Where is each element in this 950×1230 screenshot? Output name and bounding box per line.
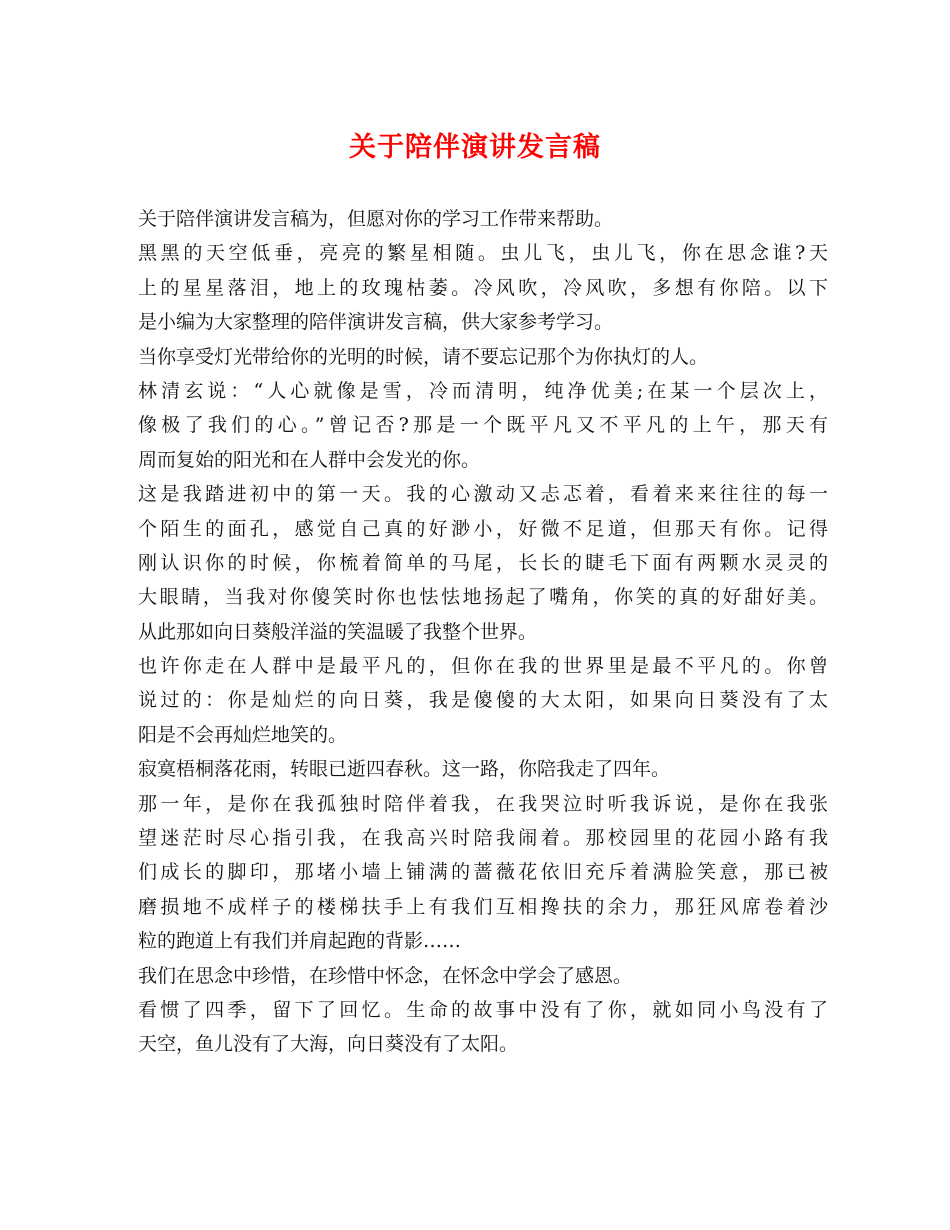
paragraph-line: 像极了我们的心。”曾记否?那是一个既平凡又不平凡的上午，那天有: [138, 414, 828, 437]
paragraph: [138, 340, 828, 374]
paragraph: [138, 236, 828, 339]
paragraph: [138, 202, 828, 236]
paragraph-line: 刚认识你的时候，你梳着简单的马尾，长长的睫毛下面有两颗水灵灵的: [138, 551, 828, 574]
paragraph: [138, 787, 828, 959]
paragraph-line: 磨损地不成样子的楼梯扶手上有我们互相搀扶的余力，那狂风席卷着沙: [138, 895, 828, 918]
paragraph: [138, 374, 828, 477]
paragraph-line: 望迷茫时尽心指引我，在我高兴时陪我闹着。那校园里的花园小路有我: [138, 827, 828, 850]
paragraph-line: 个陌生的面孔，感觉自己真的好渺小，好微不足道，但那天有你。记得: [138, 517, 828, 540]
paragraph-line: 我们在思念中珍惜，在珍惜中怀念，在怀念中学会了感恩。: [138, 964, 633, 987]
paragraph-line: 说过的：你是灿烂的向日葵，我是傻傻的大太阳，如果向日葵没有了太: [138, 689, 828, 712]
paragraph-line: 当你享受灯光带给你的光明的时候，请不要忘记那个为你执灯的人。: [138, 345, 709, 368]
paragraph-line: 林清玄说：“人心就像是雪，冷而清明，纯净优美;在某一个层次上，: [138, 379, 828, 402]
document-title: 关于陪伴演讲发言稿: [349, 132, 601, 163]
paragraph-line: 看惯了四季，留下了回忆。生命的故事中没有了你，就如同小鸟没有了: [138, 998, 828, 1021]
paragraph-line: 关于陪伴演讲发言稿为，但愿对你的学习工作带来帮助。: [138, 208, 614, 230]
paragraph-line: 是小编为大家整理的陪伴演讲发言稿，供大家参考学习。: [138, 311, 614, 334]
paragraph-line: 粒的跑道上有我们并肩起跑的背影……: [138, 930, 462, 953]
paragraph-line: 从此那如向日葵般洋溢的笑温暖了我整个世界。: [138, 620, 538, 643]
paragraph: [138, 649, 828, 752]
paragraph: [138, 477, 828, 649]
paragraph-line: 黑黑的天空低垂，亮亮的繁星相随。虫儿飞，虫儿飞，你在思念谁?天: [138, 242, 828, 265]
paragraph: [138, 993, 828, 1062]
paragraph-line: 们成长的脚印，那堵小墙上铺满的蔷薇花依旧充斥着满脸笑意，那已被: [138, 861, 828, 884]
paragraph-line: 上的星星落泪，地上的玫瑰枯萎。冷风吹，冷风吹，多想有你陪。以下: [138, 276, 828, 299]
paragraph-line: 阳是不会再灿烂地笑的。: [138, 723, 348, 746]
paragraph-line: 大眼睛，当我对你傻笑时你也怯怯地扬起了嘴角，你笑的真的好甜好美。: [138, 586, 828, 609]
paragraph-line: 周而复始的阳光和在人群中会发光的你。: [138, 448, 481, 471]
paragraph: [138, 752, 828, 786]
paragraph: [138, 959, 828, 993]
paragraph-line: 寂寞梧桐落花雨，转眼已逝四春秋。这一路，你陪我走了四年。: [138, 758, 671, 781]
paragraph-line: 那一年，是你在我孤独时陪伴着我，在我哭泣时听我诉说，是你在我张: [138, 792, 828, 815]
paragraph-line: 这是我踏进初中的第一天。我的心激动又忐忑着，看着来来往往的每一: [138, 483, 828, 506]
paragraph-line: 也许你走在人群中是最平凡的，但你在我的世界里是最不平凡的。你曾: [138, 655, 828, 678]
paragraph-line: 天空，鱼儿没有了大海，向日葵没有了太阳。: [138, 1033, 519, 1056]
document-body: [138, 202, 828, 1062]
